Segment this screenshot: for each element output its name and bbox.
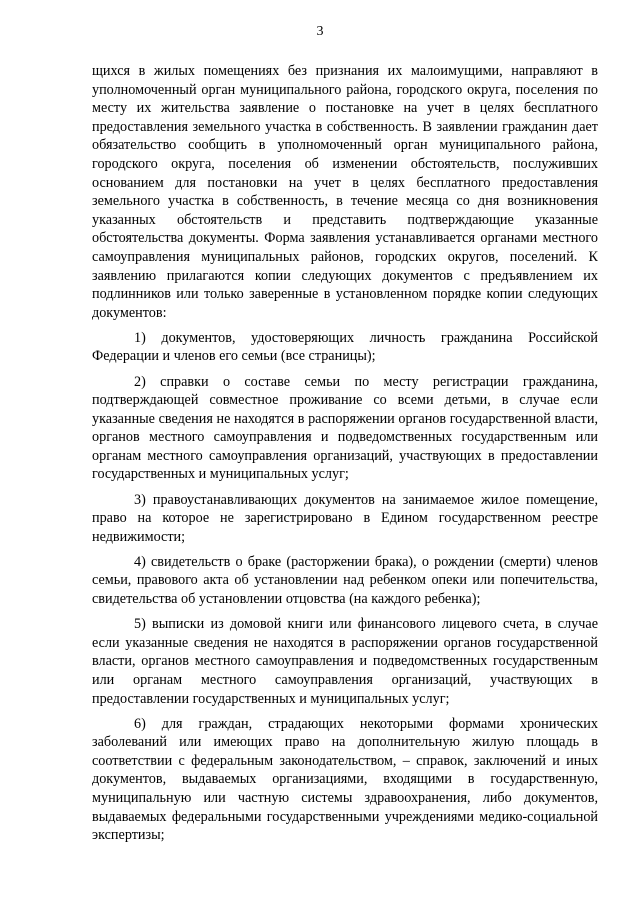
list-item-5: 5) выписки из домовой книги или финансового лицевого счета, в случае если указанные сведения не находятся в распоряжении органов государственной власти, органов местного самоуправления и подведомственных государственным или органам местного самоуправления организаций, участвующих в предоставлении государственных и муниципальных услуг;: [92, 616, 598, 707]
list-item-2: 2) справки о составе семьи по месту регистрации гражданина, подтверждающей совместное проживание со всеми детьми, в случае если указанные сведения не находятся в распоряжении органов государственной власти, органов местного самоуправления и подведомственных государственным или органам местного самоуправления организаций, участвующих в предоставлении государственных и муниципальных услуг;: [92, 373, 598, 483]
list-item-3: 3) правоустанавливающих документов на занимаемое жилое помещение, право на которое не зарегистрировано в Едином государственном реестре недвижимости;: [92, 491, 598, 545]
list-item-4: 4) свидетельств о браке (расторжении брака), о рождении (смерти) членов семьи, правового акта об установлении над ребенком опеки или попечительства, свидетельства об установлении отцовства (на каждого ребенка);: [92, 553, 598, 608]
paragraph-continuation: щихся в жилых помещениях без признания их малоимущими, направляют в уполномоченный орган муниципального района, городского округа, поселения по месту их жительства заявление о постановке на учет в целях бесплатного предоставления земельного участка в собственность. В заявлении гражданин дает обязательство сообщить в уполномоченный орган муниципального района, городского округа, поселения об изменении обстоятельств, послуживших основанием для постановки на учет в целях бесплатного предоставления земельного участка в собственность, в течение месяца со дня возникновения указанных обстоятельств и представить подтверждающие указанные обстоятельства документы. Форма заявления устанавливается органами местного самоуправления муниципальных районов, городских округов, поселений. К заявлению прилагаются копии следующих документов с предъявлением их подлинников или только заверенные в установленном порядке копии следующих документов:: [92, 63, 598, 321]
page-number: 3: [316, 24, 324, 39]
list-item-1: 1) документов, удостоверяющих личность гражданина Российской Федерации и членов его семьи (все страницы);: [92, 329, 598, 365]
document-body: [92, 62, 598, 851]
list-item-6: 6) для граждан, страдающих некоторыми формами хронических заболеваний или имеющих право на дополнительную жилую площадь в соответствии с федеральным законодательством, – справок, заключений и иных документов, выдаваемых организациями, входящими в государственную, муниципальную или частную системы здравоохранения, либо документов, выдаваемых федеральными государственными учреждениями медико-социальной экспертизы;: [92, 715, 598, 844]
